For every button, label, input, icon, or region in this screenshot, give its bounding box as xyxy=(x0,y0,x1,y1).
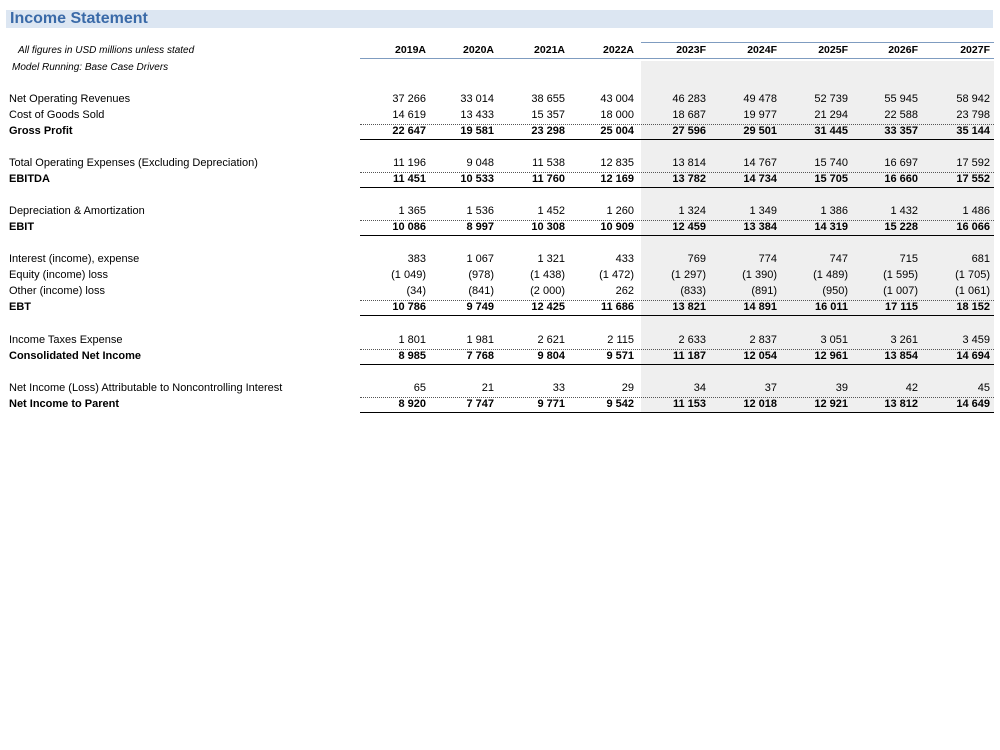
forecast-header-line xyxy=(641,58,994,59)
table-cell: 383 xyxy=(407,253,426,265)
subtotal-top-rule xyxy=(360,172,994,173)
table-cell: (841) xyxy=(468,285,494,297)
table-cell: 7 768 xyxy=(466,350,494,362)
table-cell: 12 018 xyxy=(743,398,777,410)
table-cell: 15 357 xyxy=(531,109,565,121)
table-cell: (1 489) xyxy=(813,269,848,281)
title-bar xyxy=(6,10,993,28)
subtotal-bottom-rule xyxy=(360,235,994,236)
table-cell: 13 814 xyxy=(672,157,706,169)
table-cell: 13 433 xyxy=(460,109,494,121)
subtotal-top-rule xyxy=(360,397,994,398)
table-cell: 16 697 xyxy=(884,157,918,169)
table-cell: 7 747 xyxy=(466,398,494,410)
table-cell: 43 004 xyxy=(600,93,634,105)
table-cell: (1 061) xyxy=(955,285,990,297)
table-cell: 21 294 xyxy=(814,109,848,121)
subtotal-bottom-rule xyxy=(360,187,994,188)
table-cell: (1 297) xyxy=(671,269,706,281)
table-cell: 16 011 xyxy=(814,301,848,313)
table-cell: 21 xyxy=(481,382,494,394)
table-cell: 19 977 xyxy=(743,109,777,121)
table-cell: 16 660 xyxy=(884,173,918,185)
table-cell: 433 xyxy=(615,253,634,265)
year-header-2026f: 2026F xyxy=(888,44,918,56)
row-label: Interest (income), expense xyxy=(9,253,140,265)
subtotal-bottom-rule xyxy=(360,364,994,365)
table-cell: 45 xyxy=(977,382,990,394)
table-cell: 11 153 xyxy=(672,398,706,410)
model-note: Model Running: Base Case Drivers xyxy=(12,62,169,73)
table-cell: 2 633 xyxy=(678,334,706,346)
table-cell: 12 921 xyxy=(814,398,848,410)
table-cell: (1 705) xyxy=(955,269,990,281)
year-header-2027f: 2027F xyxy=(960,44,990,56)
table-cell: 1 386 xyxy=(820,205,848,217)
table-cell: 11 187 xyxy=(672,350,706,362)
table-cell: 31 445 xyxy=(814,125,848,137)
table-cell: 13 854 xyxy=(884,350,918,362)
table-cell: 2 115 xyxy=(607,334,634,346)
table-cell: 9 749 xyxy=(466,301,494,313)
table-cell: 14 649 xyxy=(956,398,990,410)
table-cell: 18 152 xyxy=(956,301,990,313)
table-cell: 10 909 xyxy=(600,221,634,233)
table-cell: 65 xyxy=(413,382,426,394)
table-cell: 13 821 xyxy=(672,301,706,313)
table-cell: 39 xyxy=(835,382,848,394)
table-cell: 10 786 xyxy=(392,301,426,313)
year-header-2023f: 2023F xyxy=(676,44,706,56)
table-cell: 15 740 xyxy=(814,157,848,169)
table-cell: 14 319 xyxy=(814,221,848,233)
year-header-2020a: 2020A xyxy=(463,44,494,56)
year-header-2021a: 2021A xyxy=(534,44,565,56)
row-label: Equity (income) loss xyxy=(9,269,109,281)
table-cell: 11 538 xyxy=(532,157,565,169)
table-cell: 715 xyxy=(899,253,918,265)
sheet-title: Income Statement xyxy=(10,10,148,27)
table-cell: 23 298 xyxy=(531,125,565,137)
table-cell: 58 942 xyxy=(956,93,990,105)
table-cell: 8 920 xyxy=(398,398,426,410)
table-cell: 1 321 xyxy=(537,253,565,265)
table-cell: 29 xyxy=(621,382,634,394)
row-label: Net Operating Revenues xyxy=(9,93,131,105)
table-cell: 11 451 xyxy=(392,173,426,185)
table-cell: 55 945 xyxy=(884,93,918,105)
subtotal-top-rule xyxy=(360,300,994,301)
table-cell: 1 981 xyxy=(466,334,494,346)
table-cell: 1 260 xyxy=(606,205,634,217)
table-cell: 3 261 xyxy=(890,334,918,346)
table-cell: 22 588 xyxy=(884,109,918,121)
table-cell: 2 837 xyxy=(749,334,777,346)
subtotal-top-rule xyxy=(360,124,994,125)
table-cell: 33 357 xyxy=(884,125,918,137)
table-cell: 747 xyxy=(829,253,848,265)
table-cell: 34 xyxy=(693,382,706,394)
table-cell: 27 596 xyxy=(672,125,706,137)
table-cell: 15 705 xyxy=(814,173,848,185)
table-cell: 12 054 xyxy=(743,350,777,362)
table-cell: 13 782 xyxy=(672,173,706,185)
table-cell: 2 621 xyxy=(537,334,565,346)
table-cell: 1 432 xyxy=(890,205,918,217)
table-cell: 22 647 xyxy=(392,125,426,137)
table-cell: 9 771 xyxy=(537,398,565,410)
year-header-2019a: 2019A xyxy=(395,44,426,56)
table-cell: (1 438) xyxy=(530,269,565,281)
table-cell: 262 xyxy=(615,285,634,297)
table-cell: 9 804 xyxy=(537,350,565,362)
table-cell: 10 533 xyxy=(460,173,494,185)
table-cell: 12 459 xyxy=(672,221,706,233)
row-label: Depreciation & Amortization xyxy=(9,205,145,217)
table-cell: 10 308 xyxy=(531,221,565,233)
table-cell: 681 xyxy=(971,253,990,265)
table-cell: 1 365 xyxy=(398,205,426,217)
table-cell: (1 390) xyxy=(742,269,777,281)
table-cell: 11 760 xyxy=(531,173,565,185)
table-cell: (833) xyxy=(680,285,706,297)
row-label: Income Taxes Expense xyxy=(9,334,123,346)
table-cell: 1 324 xyxy=(678,205,706,217)
table-cell: (1 595) xyxy=(883,269,918,281)
table-cell: 18 687 xyxy=(672,109,706,121)
table-cell: 37 266 xyxy=(392,93,426,105)
table-cell: 42 xyxy=(905,382,918,394)
table-cell: 14 767 xyxy=(743,157,777,169)
table-cell: 17 592 xyxy=(956,157,990,169)
table-cell: 1 536 xyxy=(466,205,494,217)
table-cell: 17 552 xyxy=(956,173,990,185)
table-cell: 16 066 xyxy=(956,221,990,233)
table-cell: 12 425 xyxy=(531,301,565,313)
table-cell: 1 801 xyxy=(398,334,426,346)
subtotal-bottom-rule xyxy=(360,139,994,140)
table-cell: 769 xyxy=(687,253,706,265)
table-cell: 14 619 xyxy=(392,109,426,121)
table-cell: 3 459 xyxy=(962,334,990,346)
row-label: EBT xyxy=(9,301,31,313)
subtotal-top-rule xyxy=(360,220,994,221)
table-cell: 9 048 xyxy=(466,157,494,169)
units-note: All figures in USD millions unless stated xyxy=(18,45,195,56)
table-cell: 8 985 xyxy=(398,350,426,362)
table-cell: 15 228 xyxy=(884,221,918,233)
table-cell: 11 686 xyxy=(600,301,634,313)
table-cell: (1 007) xyxy=(883,285,918,297)
table-cell: 12 835 xyxy=(600,157,634,169)
subtotal-top-rule xyxy=(360,349,994,350)
row-label: Consolidated Net Income xyxy=(9,350,142,362)
table-cell: 13 812 xyxy=(884,398,918,410)
year-header-2025f: 2025F xyxy=(818,44,848,56)
table-cell: 33 xyxy=(552,382,565,394)
row-label: Other (income) loss xyxy=(9,285,105,297)
table-cell: 25 004 xyxy=(600,125,634,137)
row-label: EBIT xyxy=(9,221,35,233)
table-cell: 29 501 xyxy=(743,125,777,137)
table-cell: (1 049) xyxy=(391,269,426,281)
table-cell: 46 283 xyxy=(672,93,706,105)
year-header-2022a: 2022A xyxy=(603,44,634,56)
table-cell: (891) xyxy=(751,285,777,297)
row-label: Gross Profit xyxy=(9,125,73,137)
table-cell: 1 349 xyxy=(749,205,777,217)
table-cell: 10 086 xyxy=(392,221,426,233)
row-label: Net Income to Parent xyxy=(9,398,120,410)
table-cell: (1 472) xyxy=(599,269,634,281)
table-cell: 8 997 xyxy=(466,221,494,233)
table-cell: 9 542 xyxy=(606,398,634,410)
year-header-2024f: 2024F xyxy=(747,44,777,56)
table-cell: 14 694 xyxy=(956,350,990,362)
table-cell: 17 115 xyxy=(884,301,918,313)
subtotal-bottom-rule xyxy=(360,412,994,413)
table-cell: 33 014 xyxy=(460,93,494,105)
table-cell: 52 739 xyxy=(814,93,848,105)
table-cell: 23 798 xyxy=(956,109,990,121)
table-cell: 14 891 xyxy=(743,301,777,313)
table-cell: 38 655 xyxy=(531,93,565,105)
table-cell: 1 486 xyxy=(962,205,990,217)
table-cell: 3 051 xyxy=(820,334,848,346)
subtotal-bottom-rule xyxy=(360,315,994,316)
row-label: Total Operating Expenses (Excluding Depreciation) xyxy=(9,157,258,169)
table-cell: 19 581 xyxy=(460,125,494,137)
table-cell: 37 xyxy=(764,382,777,394)
table-cell: (2 000) xyxy=(530,285,565,297)
table-cell: 13 384 xyxy=(743,221,777,233)
row-label: EBITDA xyxy=(9,173,50,185)
table-cell: 14 734 xyxy=(743,173,777,185)
row-label: Net Income (Loss) Attributable to Noncontrolling Interest xyxy=(9,382,283,394)
table-cell: (978) xyxy=(468,269,494,281)
actual-header-line xyxy=(360,58,641,59)
table-cell: 774 xyxy=(758,253,777,265)
table-cell: 12 961 xyxy=(814,350,848,362)
table-cell: (34) xyxy=(406,285,426,297)
row-label: Cost of Goods Sold xyxy=(9,109,105,121)
table-cell: 18 000 xyxy=(600,109,634,121)
table-cell: 49 478 xyxy=(743,93,777,105)
table-cell: 9 571 xyxy=(606,350,634,362)
table-cell: 35 144 xyxy=(956,125,990,137)
table-cell: 1 067 xyxy=(466,253,494,265)
table-cell: 11 196 xyxy=(393,157,426,169)
table-cell: (950) xyxy=(822,285,848,297)
table-cell: 1 452 xyxy=(537,205,565,217)
table-cell: 12 169 xyxy=(600,173,634,185)
